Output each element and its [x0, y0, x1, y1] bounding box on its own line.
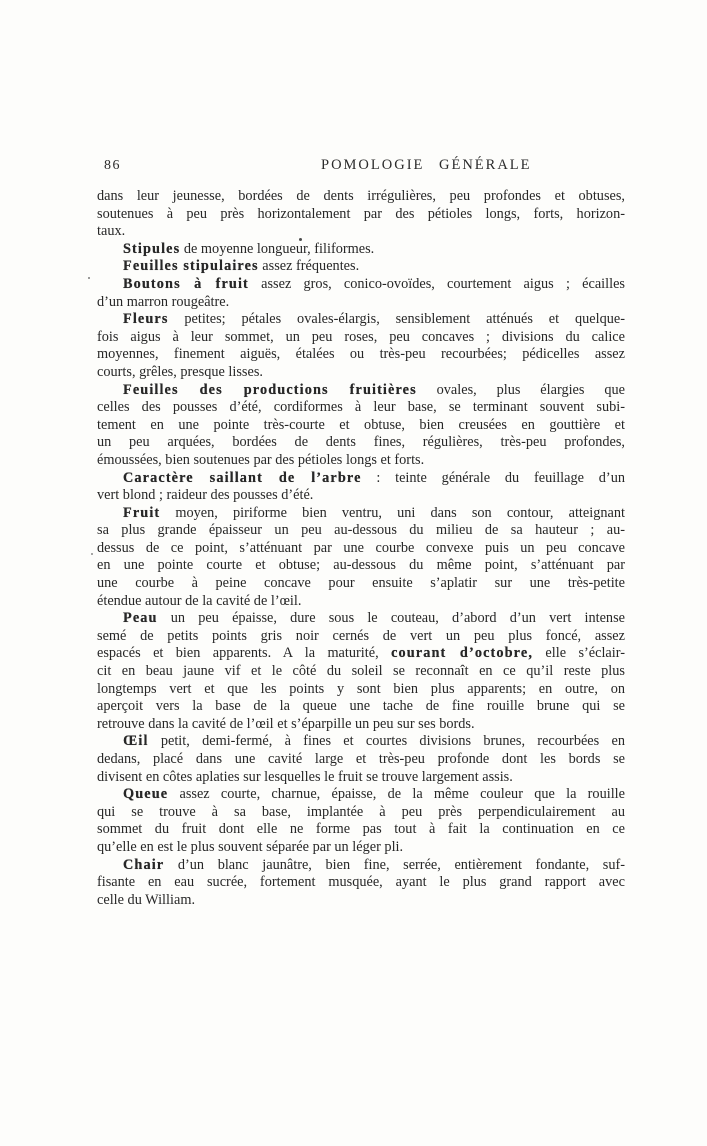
text-line [97, 311, 625, 329]
headword: Feuilles stipulaires [123, 258, 259, 275]
headword: Peau [123, 610, 158, 627]
text-line [97, 223, 625, 241]
text-line [97, 540, 625, 558]
text-run: taux. [97, 223, 126, 240]
paragraph [97, 857, 625, 910]
text-line [97, 874, 625, 892]
text-run: celle du William. [97, 891, 196, 908]
scan-speck [88, 277, 90, 279]
headword: Boutons à fruit [123, 275, 249, 292]
paragraph [97, 311, 625, 381]
text-line [97, 839, 625, 857]
text-line [97, 329, 625, 347]
text-line [97, 346, 625, 364]
headword: courant d’octobre, [391, 645, 533, 662]
headword: Stipules [123, 240, 181, 257]
text-run: courts, grêles, presque lisses. [97, 363, 263, 380]
text-line [97, 241, 625, 259]
paragraph [97, 610, 625, 733]
text-run: aperçoit vers la base de la queue une tache de fine rouille brune qui se [97, 698, 625, 715]
headword: Feuilles des productions fruitières [123, 381, 417, 398]
text-run: un peu arquées, bordées de dents fines, régulières, très-peu profondes, [97, 434, 625, 451]
paragraph [97, 276, 625, 311]
text-run: celles des pousses d’été, cordiformes à leur base, se terminant souvent subi- [97, 399, 625, 416]
text-run: longtemps vert et que les points y sont bien plus apparents; en outre, on [97, 680, 625, 697]
headword: Fleurs [123, 311, 169, 328]
text-run: sommet du fruit dont elle ne forme pas tout à fait la continuation en ce [97, 821, 625, 838]
text-line [97, 663, 625, 681]
headword: Chair [123, 856, 165, 873]
text-line [97, 681, 625, 699]
text-run: dessus de ce point, s’atténuant par une courbe convexe puis un peu concave [97, 539, 625, 556]
text-line [97, 258, 625, 276]
text-run: semé de petits points gris noir cernés de vert un peu plus foncé, assez [97, 627, 625, 644]
text-line [97, 698, 625, 716]
text-run: espacés et bien apparents. A la maturité, [97, 645, 392, 662]
page-number: 86 [104, 158, 121, 173]
text-block [97, 188, 625, 909]
text-run: vert blond ; raideur des pousses d’été. [97, 487, 314, 504]
text-run: petit, demi-fermé, à fines et courtes divisions brunes, recourbées en [148, 733, 625, 750]
text-line [97, 434, 625, 452]
text-line [97, 505, 625, 523]
scan-speck [299, 238, 302, 241]
headword: Fruit [123, 504, 161, 521]
text-run: petites; pétales ovales-élargis, sensiblement atténués et quelque- [168, 311, 625, 328]
headword: Caractère saillant de l’arbre [123, 469, 362, 486]
paragraph [97, 470, 625, 505]
text-line [97, 417, 625, 435]
text-run: : teinte générale du feuillage d’un [361, 469, 625, 486]
text-line [97, 628, 625, 646]
text-line [97, 276, 625, 294]
text-line [97, 364, 625, 382]
paragraph [97, 258, 625, 276]
text-line [97, 382, 625, 400]
paragraph [97, 188, 625, 241]
text-line [97, 751, 625, 769]
text-line [97, 716, 625, 734]
text-run: fisante en eau sucrée, fortement musquée, ayant le plus grand rapport avec [97, 874, 625, 891]
text-line [97, 610, 625, 628]
text-line [97, 857, 625, 875]
text-line [97, 294, 625, 312]
paragraph [97, 505, 625, 611]
text-run: une courbe à peine concave pour ensuite s’aplatir sur une très-petite [97, 575, 625, 592]
headword: Queue [123, 786, 169, 803]
text-run: en une pointe courte et obtuse; au-dessous du même point, s’atténuant par [97, 557, 625, 574]
text-run: assez fréquentes. [258, 258, 360, 275]
running-title: POMOLOGIE GÉNÉRALE [321, 157, 532, 173]
text-line [97, 557, 625, 575]
text-line [97, 786, 625, 804]
text-run: dedans, placé dans une cavité large et très-peu profonde dont les bords se [97, 751, 625, 767]
text-run: ovales, plus élargies que [416, 381, 625, 398]
text-run: sa plus grande épaisseur un peu au-dessous du milieu de sa hauteur ; au- [97, 522, 625, 539]
page-header [0, 157, 707, 177]
text-line [97, 399, 625, 417]
text-run: assez courte, charnue, épaisse, de la même couleur que la rouille [168, 786, 625, 803]
text-run: assez gros, conico-ovoïdes, courtement aigus ; écailles [248, 275, 625, 292]
scan-speck [91, 553, 93, 555]
text-run: qu’elle en est le plus souvent séparée par un léger pli. [97, 838, 404, 855]
text-line [97, 206, 625, 224]
text-run: d’un blanc jaunâtre, bien fine, serrée, entièrement fondante, suf- [164, 856, 625, 873]
text-line [97, 892, 625, 910]
text-line [97, 593, 625, 611]
text-run: cit en beau jaune vif et le côté du soleil se reconnaît en ce qu’il reste plus [97, 663, 625, 680]
paragraph [97, 786, 625, 856]
text-line [97, 821, 625, 839]
text-line [97, 575, 625, 593]
text-run: étendue autour de la cavité de l’œil. [97, 592, 302, 609]
text-run: tement en une pointe très-courte et obtuse, bien creusées en gouttière et [97, 416, 625, 433]
text-run: moyen, piriforme bien ventru, uni dans son contour, atteignant [160, 504, 625, 521]
text-line [97, 188, 625, 206]
text-line [97, 470, 625, 488]
paragraph [97, 382, 625, 470]
text-run: soutenues à peu près horizontalement par des pétioles longs, forts, horizon- [97, 205, 625, 222]
text-line [97, 487, 625, 505]
text-run: fois aigus à leur sommet, un peu roses, peu concaves ; divisions du calice [97, 328, 625, 345]
text-run: émoussées, bien soutenues par des pétioles longs et forts. [97, 451, 425, 468]
text-run: qui se trouve à sa base, implantée à peu près perpendiculairement au [97, 803, 625, 820]
text-run: un peu épaisse, dure sous le couteau, d’abord d’un vert intense [157, 610, 625, 627]
text-run: retrouve dans la cavité de l’œil et s’éparpille un peu sur ses bords. [97, 715, 475, 732]
text-run: elle s’éclair- [533, 645, 625, 662]
text-line [97, 522, 625, 540]
text-line [97, 804, 625, 822]
headword: Œil [123, 733, 149, 750]
text-line [97, 769, 625, 787]
paragraph [97, 241, 625, 259]
text-run: dans leur jeunesse, bordées de dents irrégulières, peu profondes et obtuses, [97, 188, 625, 204]
text-run: moyennes, finement aiguës, étalées ou très-peu recourbées; pédicelles assez [97, 346, 625, 363]
text-run: de moyenne longueur, filiformes. [180, 240, 375, 257]
text-run: divisent en côtes aplaties sur lesquelles le fruit se trouve largement assis. [97, 768, 513, 785]
text-line [97, 452, 625, 470]
paragraph [97, 733, 625, 786]
text-run: d’un marron rougeâtre. [97, 293, 230, 310]
text-line [97, 645, 625, 663]
text-line [97, 733, 625, 751]
